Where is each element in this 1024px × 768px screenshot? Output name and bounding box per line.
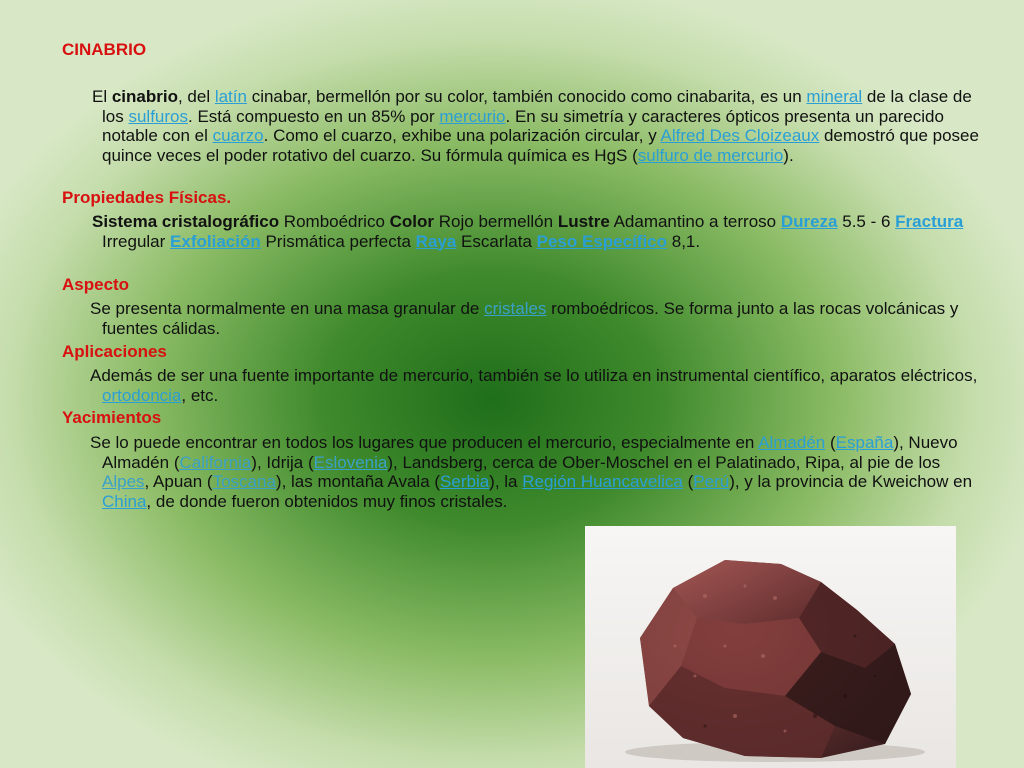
value-sistema: Romboédrico [279, 212, 390, 231]
text: ( [825, 433, 836, 452]
text: , Apuan ( [144, 472, 213, 491]
cinnabar-rock-image [585, 526, 956, 768]
heading-aspecto: Aspecto [62, 275, 130, 294]
text: Además de ser una fuente importante de mercurio, también se lo utiliza en instrumental científico, aparatos eléctricos, [90, 366, 978, 385]
link-alpes[interactable]: Alpes [102, 472, 145, 491]
text: ), las montaña Avala ( [275, 472, 441, 491]
heading-yacimientos: Yacimientos [62, 408, 162, 427]
link-region-huancavelica[interactable]: Región Huancavelica [522, 472, 683, 491]
bold-term: cinabrio [111, 87, 178, 106]
value-exfoliacion: Prismática perfecta [260, 231, 416, 251]
text: . Está compuesto en un 85% por [188, 106, 440, 126]
text: ), y la provincia de Kweichow en [729, 472, 973, 491]
text: . En su simetría y caracteres ópticos presenta un parecido notable con el [102, 106, 944, 145]
text: de la clase de los [102, 87, 972, 126]
text: , etc. [181, 385, 219, 405]
value-color: Rojo bermellón [434, 212, 558, 231]
label-color: Color [389, 212, 435, 231]
text: ), la [489, 472, 523, 491]
text: romboédricos. Se forma junto a las rocas volcánicas y fuentes cálidas. [102, 299, 959, 338]
link-dureza[interactable]: Dureza [780, 212, 838, 231]
cinnabar-rock-photo [585, 526, 956, 768]
link-california[interactable]: California [179, 452, 252, 472]
text: , del [177, 87, 215, 106]
text: ). [783, 145, 794, 165]
link-almaden[interactable]: Almadén [758, 433, 826, 452]
link-toscana[interactable]: Toscana [212, 472, 276, 491]
heading-propiedades: Propiedades Físicas. [62, 188, 232, 207]
text: . Como el cuarzo, exhibe una polarización circular, y [263, 126, 661, 145]
label-lustre: Lustre [557, 212, 610, 231]
link-exfoliacion[interactable]: Exfoliación [170, 231, 261, 251]
text: El [92, 87, 112, 106]
link-cuarzo[interactable]: cuarzo [212, 126, 264, 145]
link-ortodoncia[interactable]: ortodoncia [102, 385, 182, 405]
link-peso-especifico[interactable]: Peso Específico [536, 231, 668, 251]
text: ), Idrija ( [251, 452, 314, 472]
value-fractura: Irregular [102, 231, 171, 251]
value-peso: 8,1. [667, 231, 701, 251]
yacimientos-paragraph [72, 433, 982, 511]
link-eslovenia[interactable]: Eslovenia [313, 452, 388, 472]
link-china[interactable]: China [102, 491, 147, 511]
text: demostró que posee quince veces el poder rotativo del cuarzo. Su fórmula química es HgS ( [102, 126, 979, 165]
link-peru[interactable]: Perú [693, 472, 730, 491]
aplicaciones-paragraph [72, 366, 982, 405]
text: ( [682, 472, 694, 491]
link-latin[interactable]: latín [214, 87, 247, 106]
intro-paragraph [72, 87, 982, 165]
link-serbia[interactable]: Serbia [440, 472, 490, 491]
link-espana[interactable]: España [835, 433, 894, 452]
text: Se lo puede encontrar en todos los lugares que producen el mercurio, especialmente en [90, 433, 759, 452]
link-mineral[interactable]: mineral [806, 87, 863, 106]
value-raya: Escarlata [456, 231, 537, 251]
text: ), Landsberg, cerca de Ober-Moschel en el Palatinado, Ripa, al pie de los [387, 452, 941, 472]
text: cinabar, bermellón por su color, también conocido como cinabarita, es un [246, 87, 807, 106]
heading-aplicaciones: Aplicaciones [62, 342, 167, 361]
physical-properties-paragraph [72, 212, 982, 251]
link-fractura[interactable]: Fractura [895, 212, 964, 231]
link-mercurio[interactable]: mercurio [439, 106, 506, 126]
link-sulfuro-de-mercurio[interactable]: sulfuro de mercurio [637, 145, 784, 165]
text: Se presenta normalmente en una masa granular de [90, 299, 485, 318]
value-lustre: Adamantino a terroso [609, 212, 781, 231]
aspecto-paragraph [72, 299, 982, 338]
link-sulfuros[interactable]: sulfuros [128, 106, 188, 126]
link-alfred-des-cloizeaux[interactable]: Alfred Des Cloizeaux [660, 126, 820, 145]
text: , de donde fueron obtenidos muy finos cristales. [146, 491, 508, 511]
value-dureza: 5.5 - 6 [837, 212, 896, 231]
label-sistema: Sistema cristalográfico [92, 212, 280, 231]
link-cristales[interactable]: cristales [484, 299, 547, 318]
link-raya[interactable]: Raya [415, 231, 457, 251]
text: ), Nuevo Almadén ( [102, 433, 958, 472]
page-title: CINABRIO [62, 40, 147, 59]
